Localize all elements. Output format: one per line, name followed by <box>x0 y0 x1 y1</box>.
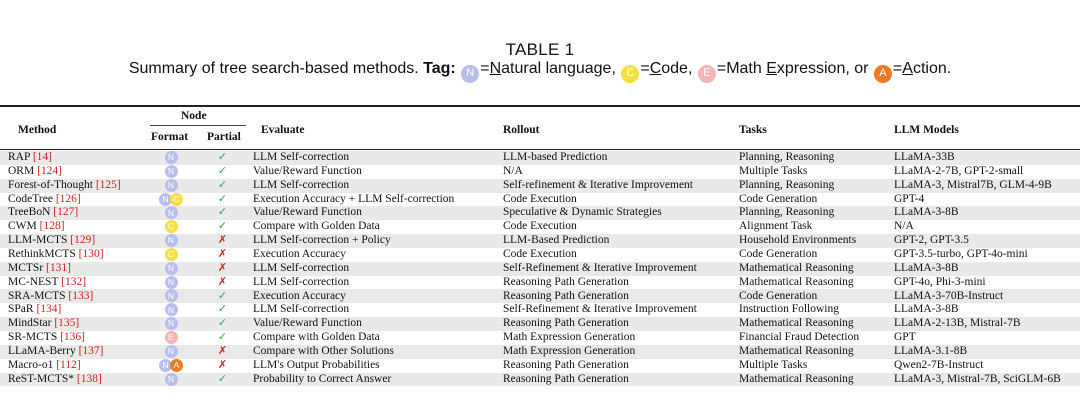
cell-format <box>150 193 192 207</box>
checkmark-icon: ✓ <box>217 164 228 177</box>
table-row <box>0 276 1080 290</box>
reference-link[interactable]: [125] <box>95 178 121 191</box>
table-row <box>0 317 1080 331</box>
cell-llm-models: GPT <box>894 331 916 344</box>
cell-rollout: Math Expression Generation <box>503 331 636 344</box>
checkmark-icon: ✓ <box>217 178 228 191</box>
cell-format <box>150 220 192 234</box>
cell-tasks: Planning, Reasoning <box>739 151 894 165</box>
cell-tasks: Planning, Reasoning <box>739 179 894 193</box>
cell-partial <box>192 151 253 165</box>
cell-partial <box>192 276 253 290</box>
code-tag-icon: C <box>170 193 183 206</box>
cell-format <box>150 165 192 179</box>
cell-partial <box>192 303 253 317</box>
cell-rollout: Self-Refinement & Iterative Improvement <box>503 262 739 276</box>
checkmark-icon: ✓ <box>217 192 228 205</box>
checkmark-icon: ✓ <box>217 220 228 233</box>
cell-llm-models: GPT-3.5-turbo, GPT-4o-mini <box>894 247 1028 260</box>
cell-partial <box>192 317 253 331</box>
cell-llm-models: Qwen2-7B-Instruct <box>894 358 984 371</box>
method-name: RAP <box>8 151 30 164</box>
cell-rollout: Self-Refinement & Iterative Improvement <box>503 303 697 316</box>
code-tag-icon: C <box>621 65 639 83</box>
code-tag-icon: C <box>165 248 178 261</box>
natural-language-tag-icon: N <box>165 373 178 386</box>
cell-tasks: Household Environments <box>739 234 894 248</box>
table-row <box>0 151 1080 165</box>
cell-llm-models: LLaMA-2-13B, Mistral-7B <box>894 317 1080 331</box>
cell-partial <box>192 165 253 179</box>
cell-rollout: LLM-Based Prediction <box>503 234 739 248</box>
cell-partial <box>192 220 253 234</box>
cell-rollout: Code Execution <box>503 247 577 260</box>
method-name: TreeBoN <box>8 206 51 219</box>
header-evaluate: Evaluate <box>261 124 305 136</box>
cell-evaluate: Compare with Golden Data <box>253 220 380 233</box>
reference-link[interactable]: [134] <box>36 303 62 316</box>
method-name: ORM <box>8 164 35 177</box>
node-group-rule <box>150 125 246 126</box>
cell-evaluate: Compare with Golden Data <box>253 331 380 344</box>
cell-tasks: Planning, Reasoning <box>739 206 894 220</box>
cell-format <box>150 151 192 165</box>
cell-method <box>0 151 150 165</box>
cell-method <box>0 303 150 317</box>
cell-method <box>0 317 150 331</box>
cell-partial <box>192 359 253 373</box>
tag-code-label: ode, <box>661 60 693 77</box>
cell-rollout: Reasoning Path Generation <box>503 275 629 288</box>
cell-llm-models: LLaMA-3-70B-Instruct <box>894 289 1080 303</box>
method-name: MindStar <box>8 317 52 330</box>
cell-llm-models: GPT-4o, Phi-3-mini <box>894 275 986 288</box>
cell-evaluate: LLM Self-correction <box>253 262 503 276</box>
cross-icon: ✗ <box>217 247 228 260</box>
cross-icon: ✗ <box>217 275 228 288</box>
code-tag-icon: C <box>165 220 178 233</box>
reference-link[interactable]: [126] <box>55 192 81 205</box>
cell-evaluate: Value/Reward Function <box>253 317 503 331</box>
action-tag-icon: A <box>170 359 183 372</box>
cell-evaluate: LLM's Output Probabilities <box>253 358 380 371</box>
cell-format <box>150 234 192 248</box>
checkmark-icon: ✓ <box>217 303 228 316</box>
cell-rollout: Reasoning Path Generation <box>503 373 739 387</box>
tag-code-initial: C <box>649 60 662 77</box>
table-row <box>0 359 1080 373</box>
table-header-rule <box>0 149 1080 150</box>
table-row <box>0 220 1080 234</box>
cell-format <box>150 179 192 193</box>
caption-tag-label: Tag: <box>423 60 456 77</box>
natural-language-tag-icon: N <box>165 345 178 358</box>
table-row <box>0 234 1080 248</box>
checkmark-icon: ✓ <box>217 151 228 164</box>
natural-language-tag-icon: N <box>165 262 178 275</box>
table-row <box>0 193 1080 207</box>
cell-rollout: Reasoning Path Generation <box>503 358 629 371</box>
method-name: Macro-o1 <box>8 358 54 371</box>
cell-llm-models: LLaMA-3-8B <box>894 262 1080 276</box>
tag-natural-label: atural language, <box>501 60 616 77</box>
reference-link[interactable]: [131] <box>46 261 71 274</box>
cell-method <box>0 345 150 359</box>
natural-language-tag-icon: N <box>165 276 178 289</box>
reference-link[interactable]: [138] <box>76 372 102 385</box>
cell-rollout: Self-refinement & Iterative Improvement <box>503 179 739 193</box>
cell-format <box>150 248 192 262</box>
cell-rollout: N/A <box>503 164 523 177</box>
table-title: TABLE 1 <box>505 40 575 59</box>
cell-partial <box>192 234 253 248</box>
natural-language-tag-icon: N <box>165 165 178 178</box>
cell-partial <box>192 206 253 220</box>
cell-partial <box>192 262 253 276</box>
natural-language-tag-icon: N <box>165 151 178 164</box>
natural-language-tag-icon: N <box>165 317 178 330</box>
cell-llm-models: LLaMA-2-7B, GPT-2-small <box>894 164 1024 177</box>
table-row <box>0 289 1080 303</box>
cell-partial <box>192 331 253 345</box>
cell-tasks: Multiple Tasks <box>739 164 808 177</box>
method-name: SPaR <box>8 303 34 316</box>
cell-evaluate: LLM Self-correction <box>253 275 350 288</box>
cell-format <box>150 303 192 317</box>
cell-rollout: Code Execution <box>503 220 577 233</box>
cell-tasks: Mathematical Reasoning <box>739 262 894 276</box>
cell-tasks: Code Generation <box>739 192 818 205</box>
natural-language-tag-icon: N <box>165 289 178 302</box>
cell-format <box>150 289 192 303</box>
table-row <box>0 179 1080 193</box>
cell-method <box>0 331 150 345</box>
cross-icon: ✗ <box>217 234 228 247</box>
cell-method <box>0 276 150 290</box>
action-tag-icon: A <box>874 65 892 83</box>
reference-link[interactable]: [129] <box>70 234 96 247</box>
method-name: CWM <box>8 220 37 233</box>
tag-math-label: xpression, or <box>776 60 869 77</box>
cell-evaluate: Value/Reward Function <box>253 206 503 220</box>
tag-math-initial: E <box>766 60 777 77</box>
reference-link[interactable]: [132] <box>61 275 87 288</box>
cell-llm-models: LLaMA-33B <box>894 151 1080 165</box>
cell-evaluate: LLM Self-correction <box>253 303 350 316</box>
cell-llm-models: GPT-4 <box>894 192 925 205</box>
method-name: MC-NEST <box>8 275 59 288</box>
checkmark-icon: ✓ <box>217 372 228 385</box>
checkmark-icon: ✓ <box>217 206 228 219</box>
cell-partial <box>192 248 253 262</box>
checkmark-icon: ✓ <box>217 317 228 330</box>
table-row <box>0 373 1080 387</box>
reference-link[interactable]: [124] <box>37 164 62 177</box>
cell-tasks: Code Generation <box>739 289 894 303</box>
cell-method <box>0 220 150 234</box>
method-name: LLaMA-Berry <box>8 344 76 357</box>
cell-format <box>150 359 192 373</box>
cell-method <box>0 248 150 262</box>
cell-partial <box>192 289 253 303</box>
cell-tasks: Alignment Task <box>739 220 813 233</box>
cell-method <box>0 289 150 303</box>
cell-llm-models: LLaMA-3-8B <box>894 303 959 316</box>
cell-format <box>150 206 192 220</box>
reference-link[interactable]: [127] <box>53 206 79 219</box>
method-name: ReST-MCTS* <box>8 372 75 385</box>
cell-tasks: Mathematical Reasoning <box>739 373 894 387</box>
header-llm-models: LLM Models <box>894 124 959 136</box>
caption-summary: Summary of tree search-based methods. <box>128 60 419 77</box>
cell-method <box>0 234 150 248</box>
cell-partial <box>192 345 253 359</box>
table-row <box>0 345 1080 359</box>
reference-link[interactable]: [112] <box>56 358 81 371</box>
tag-action-initial: A <box>902 60 913 77</box>
cell-evaluate: Execution Accuracy <box>253 289 503 303</box>
checkmark-icon: ✓ <box>217 289 228 302</box>
table-row <box>0 206 1080 220</box>
reference-link[interactable]: [136] <box>60 331 86 344</box>
cell-llm-models: LLaMA-3, Mistral-7B, SciGLM-6B <box>894 373 1080 387</box>
table-row <box>0 165 1080 179</box>
cell-method <box>0 373 150 387</box>
reference-link[interactable]: [128] <box>39 220 65 233</box>
cell-format <box>150 262 192 276</box>
reference-link[interactable]: [14] <box>32 151 52 164</box>
cell-llm-models: N/A <box>894 220 914 233</box>
natural-language-tag-icon: N <box>159 193 172 206</box>
cell-rollout: Code Execution <box>503 192 577 205</box>
cell-partial <box>192 373 253 387</box>
cell-evaluate: LLM Self-correction <box>253 151 503 165</box>
math-expression-tag-icon: E <box>698 65 716 83</box>
cell-rollout: Reasoning Path Generation <box>503 289 739 303</box>
reference-link[interactable]: [133] <box>68 289 94 302</box>
header-format: Format <box>151 131 189 143</box>
tag-natural-initial: N <box>489 60 502 77</box>
cell-llm-models: LLaMA-3-8B <box>894 206 1080 220</box>
natural-language-tag-icon: N <box>159 359 172 372</box>
header-node: Node <box>181 110 207 122</box>
tag-action-label: ction. <box>912 60 952 77</box>
cell-rollout: Math Expression Generation <box>503 345 739 359</box>
cell-method <box>0 193 150 207</box>
cell-method <box>0 179 150 193</box>
table-row <box>0 331 1080 345</box>
natural-language-tag-icon: N <box>165 206 178 219</box>
cell-format <box>150 345 192 359</box>
table-row <box>0 303 1080 317</box>
cell-evaluate: Probability to Correct Answer <box>253 373 503 387</box>
cell-evaluate: Execution Accuracy <box>253 247 346 260</box>
cell-tasks: Mathematical Reasoning <box>739 275 854 288</box>
cell-evaluate: LLM Self-correction + Policy <box>253 234 503 248</box>
cross-icon: ✗ <box>217 344 228 357</box>
natural-language-tag-icon: N <box>461 65 479 83</box>
method-name: MCTSr <box>8 261 44 274</box>
cell-rollout: Speculative & Dynamic Strategies <box>503 206 739 220</box>
reference-link[interactable]: [137] <box>78 344 104 357</box>
cross-icon: ✗ <box>217 358 228 371</box>
table-row <box>0 248 1080 262</box>
natural-language-tag-icon: N <box>165 179 178 192</box>
table-caption: Summary of tree search-based methods. Tag: N =Natural language, C =Code, E =Math Expression, or A =Action. <box>0 60 1080 83</box>
cell-evaluate: Execution Accuracy + LLM Self-correction <box>253 192 455 205</box>
cell-format <box>150 331 192 345</box>
method-name: RethinkMCTS <box>8 247 76 260</box>
cell-evaluate: Compare with Other Solutions <box>253 345 503 359</box>
cell-rollout: Reasoning Path Generation <box>503 317 739 331</box>
cell-tasks: Financial Fraud Detection <box>739 331 860 344</box>
method-name: LLM-MCTS <box>8 234 68 247</box>
cell-partial <box>192 179 253 193</box>
cell-method <box>0 262 150 276</box>
method-name: SRA-MCTS <box>8 289 66 302</box>
cell-tasks: Multiple Tasks <box>739 358 808 371</box>
cell-format <box>150 276 192 290</box>
method-name: SR-MCTS <box>8 331 58 344</box>
cell-llm-models: LLaMA-3, Mistral7B, GLM-4-9B <box>894 179 1080 193</box>
table-row <box>0 262 1080 276</box>
natural-language-tag-icon: N <box>165 303 178 316</box>
cell-llm-models: GPT-2, GPT-3.5 <box>894 234 1080 248</box>
cell-llm-models: LLaMA-3.1-8B <box>894 345 1080 359</box>
table-top-rule <box>0 105 1080 107</box>
cell-evaluate: LLM Self-correction <box>253 179 503 193</box>
cell-method <box>0 359 150 373</box>
cell-tasks: Mathematical Reasoning <box>739 345 894 359</box>
header-partial: Partial <box>207 131 241 143</box>
cell-method <box>0 206 150 220</box>
cell-tasks: Code Generation <box>739 247 818 260</box>
header-tasks: Tasks <box>739 124 767 136</box>
reference-link[interactable]: [135] <box>54 317 80 330</box>
checkmark-icon: ✓ <box>217 331 228 344</box>
cell-method <box>0 165 150 179</box>
tag-math-pre: Math <box>726 60 767 77</box>
methods-table <box>0 151 1080 386</box>
cell-rollout: LLM-based Prediction <box>503 151 739 165</box>
cell-tasks: Mathematical Reasoning <box>739 317 894 331</box>
method-name: CodeTree <box>8 192 53 205</box>
header-rollout: Rollout <box>503 124 540 136</box>
natural-language-tag-icon: N <box>165 234 178 247</box>
math-expression-tag-icon: E <box>165 331 178 344</box>
cell-evaluate: Value/Reward Function <box>253 164 362 177</box>
cell-partial <box>192 193 253 207</box>
cell-tasks: Instruction Following <box>739 303 839 316</box>
method-name: Forest-of-Thought <box>8 178 93 191</box>
cell-format <box>150 317 192 331</box>
cell-format <box>150 373 192 387</box>
reference-link[interactable]: [130] <box>78 247 104 260</box>
cross-icon: ✗ <box>217 261 228 274</box>
header-method: Method <box>18 124 57 136</box>
